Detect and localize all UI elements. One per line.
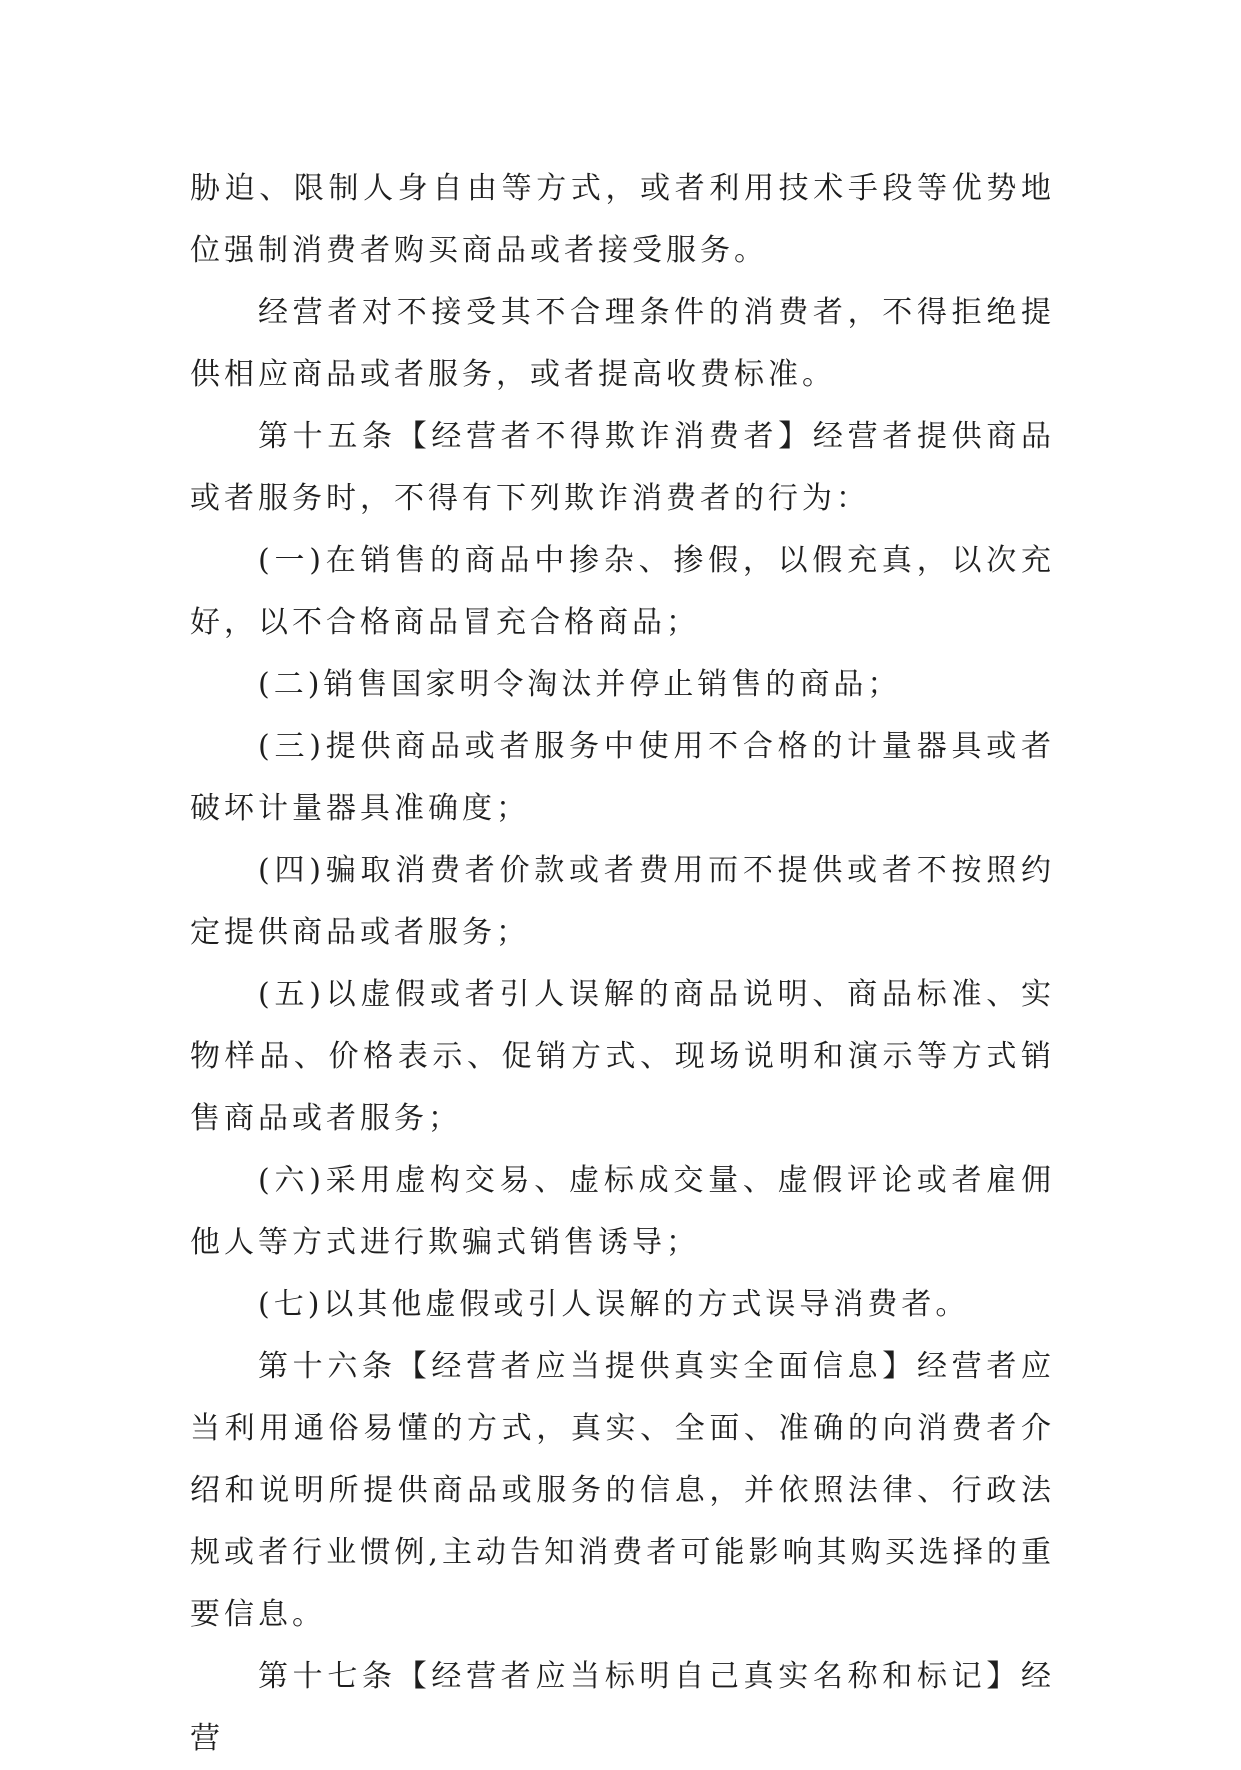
paragraph-no-refusal: 经营者对不接受其不合理条件的消费者，不得拒绝提供相应商品或者服务，或者提高收费标准。	[190, 295, 1055, 392]
article-15-item-2: (二)销售国家明令淘汰并停止销售的商品；	[258, 667, 902, 702]
article-15-item-5: (五)以虚假或者引人误解的商品说明、商品标准、实物样品、价格表示、促销方式、现场说明和演示等方式销售商品或者服务；	[190, 977, 1055, 1136]
article-15-heading: 第十五条【经营者不得欺诈消费者】经营者提供商品或者服务时，不得有下列欺诈消费者的行为：	[190, 419, 1055, 516]
article-15-item-3: (三)提供商品或者服务中使用不合格的计量器具或者破坏计量器具准确度；	[190, 729, 1055, 826]
article-15-item-1: (一)在销售的商品中掺杂、掺假，以假充真，以次充好，以不合格商品冒充合格商品；	[190, 543, 1055, 640]
article-15-item-6: (六)采用虚构交易、虚标成交量、虚假评论或者雇佣他人等方式进行欺骗式销售诱导；	[190, 1163, 1055, 1260]
article-15-item-4: (四)骗取消费者价款或者费用而不提供或者不按照约定提供商品或者服务；	[190, 853, 1055, 950]
article-15-item-7: (七)以其他虚假或引人误解的方式误导消费者。	[258, 1287, 970, 1322]
document-body	[190, 158, 1055, 1770]
article-16: 第十六条【经营者应当提供真实全面信息】经营者应当利用通俗易懂的方式，真实、全面、准确的向消费者介绍和说明所提供商品或服务的信息，并依照法律、行政法规或者行业惯例,主动告知消费者可能影响其购买选择的重要信息。	[190, 1349, 1055, 1632]
article-17-start: 第十七条【经营者应当标明自己真实名称和标记】经营	[190, 1659, 1055, 1756]
paragraph-coercion-continuation: 胁迫、限制人身自由等方式，或者利用技术手段等优势地位强制消费者购买商品或者接受服务。	[190, 171, 1055, 268]
